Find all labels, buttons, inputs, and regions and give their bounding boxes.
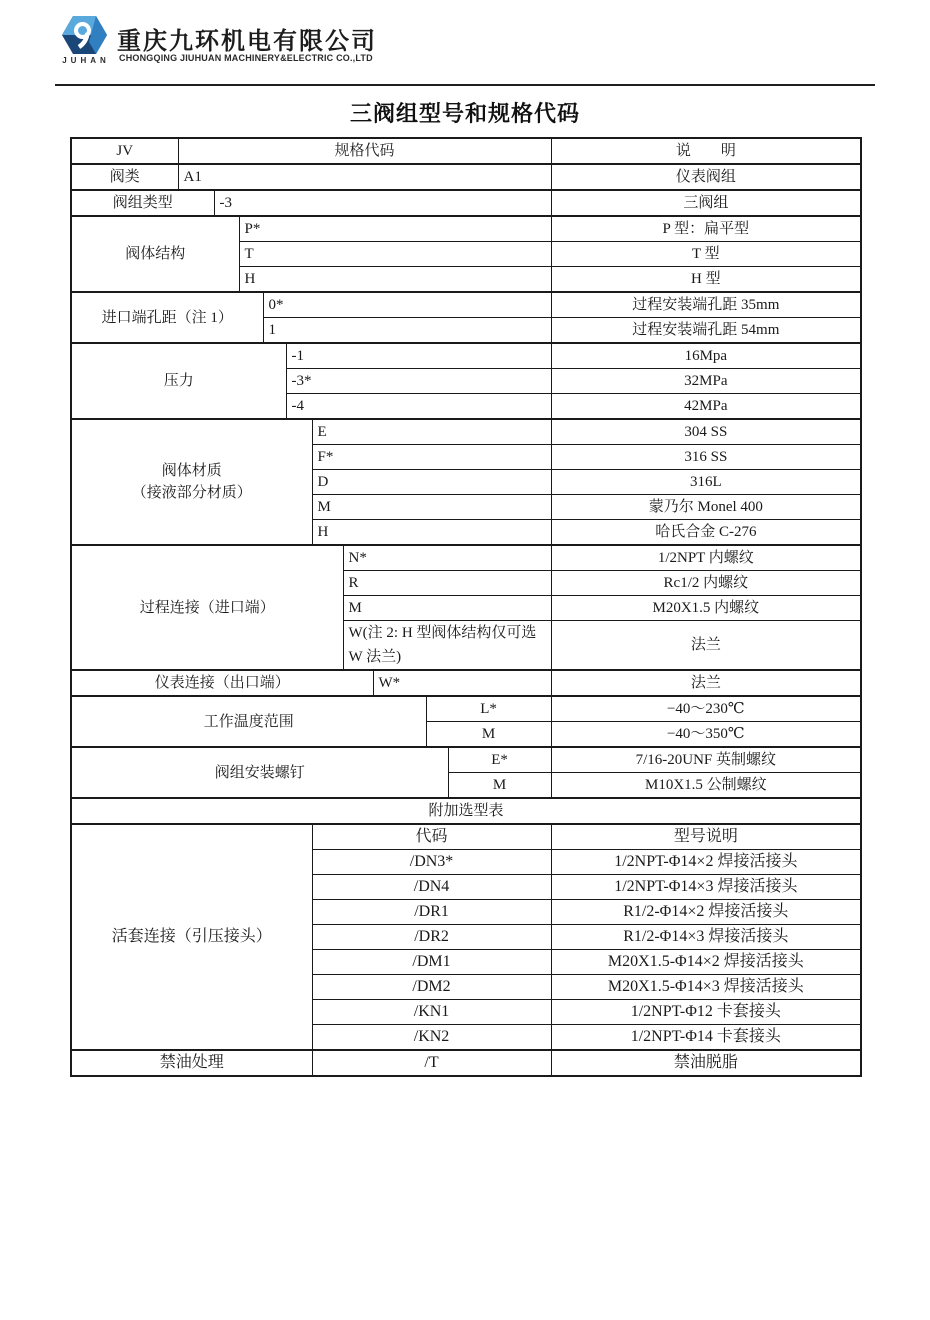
section-label: 过程连接（进口端） [71,545,343,670]
section-label: 仪表连接（出口端） [71,670,373,696]
table-row [71,798,861,824]
spec-code-table [70,137,862,1077]
spec-desc: H 型 [551,267,861,293]
header-divider [55,84,875,86]
section-label [71,419,312,545]
spec-code: /DM1 [312,950,551,975]
spec-desc: 禁油脱脂 [551,1050,861,1076]
table-row [71,292,861,318]
section-label: 压力 [71,343,286,419]
section-label: 阀体结构 [71,216,239,292]
spec-desc: P 型：扁平型 [551,216,861,242]
spec-code: M [343,596,551,621]
spec-code: -3 [214,190,551,216]
spec-desc: R1/2-Φ14×3 焊接活接头 [551,925,861,950]
spec-code: 0* [263,292,551,318]
section-label-line1: 阀体材质 [161,463,222,479]
spec-code: /KN2 [312,1025,551,1051]
table-row [71,824,861,850]
spec-code: P* [239,216,551,242]
spec-code: W* [373,670,551,696]
table-row [71,216,861,242]
spec-code: M [426,722,551,748]
section-label: 活套连接（引压接头） [71,824,312,1050]
additional-table-title: 附加选型表 [71,798,861,824]
spec-code: W(注 2: H 型阀体结构仅可选 W 法兰) [343,621,551,671]
spec-desc: 316 SS [551,445,861,470]
section-label: 阀组安装螺钉 [71,747,448,798]
spec-desc: 316L [551,470,861,495]
spec-code: R [343,571,551,596]
spec-desc: 16Mpa [551,343,861,369]
table-row [71,1050,861,1076]
spec-desc: 1/2NPT-Φ14×2 焊接活接头 [551,850,861,875]
spec-desc: 蒙乃尔 Monel 400 [551,495,861,520]
table-row [71,164,861,190]
spec-desc: M20X1.5-Φ14×3 焊接活接头 [551,975,861,1000]
spec-desc: 哈氏合金 C-276 [551,520,861,546]
table-row [71,419,861,445]
spec-desc: 42MPa [551,394,861,420]
spec-code: F* [312,445,551,470]
section-label: 阀组类型 [71,190,214,216]
table-row [71,696,861,722]
spec-desc: Rc1/2 内螺纹 [551,571,861,596]
section-label: 阀类 [71,164,178,190]
spec-desc: −40～350℃ [551,722,861,748]
spec-code: N* [343,545,551,571]
col-header-model-desc: 型号说明 [551,824,861,850]
table-row [71,343,861,369]
spec-code: D [312,470,551,495]
section-label: 工作温度范围 [71,696,426,747]
col-header-jv: JV [71,138,178,164]
spec-code: H [239,267,551,293]
spec-desc: M20X1.5 内螺纹 [551,596,861,621]
company-name-cn: 重庆九环机电有限公司 [117,28,377,55]
section-label: 禁油处理 [71,1050,312,1076]
spec-code: -1 [286,343,551,369]
spec-desc: 1/2NPT-Φ14 卡套接头 [551,1025,861,1051]
spec-desc: R1/2-Φ14×2 焊接活接头 [551,900,861,925]
page-title: 三阀组型号和规格代码 [349,101,580,126]
spec-desc: 32MPa [551,369,861,394]
spec-desc: 法兰 [551,621,861,671]
spec-desc: 仪表阀组 [551,164,861,190]
table-row [71,545,861,571]
spec-code: /KN1 [312,1000,551,1025]
spec-code: M [448,773,551,799]
table-row [71,138,861,164]
table-row [71,747,861,773]
spec-desc: M20X1.5-Φ14×2 焊接活接头 [551,950,861,975]
spec-desc: M10X1.5 公制螺纹 [551,773,861,799]
spec-desc: T 型 [551,242,861,267]
spec-code: L* [426,696,551,722]
col-header-spec-code: 规格代码 [178,138,551,164]
spec-code: /DN4 [312,875,551,900]
spec-desc: 法兰 [551,670,861,696]
spec-code: A1 [178,164,551,190]
spec-code: -3* [286,369,551,394]
spec-desc: 1/2NPT 内螺纹 [551,545,861,571]
spec-desc: 304 SS [551,419,861,445]
section-label: 进口端孔距（注 1） [71,292,263,343]
spec-code: 1 [263,318,551,344]
spec-desc: 7/16-20UNF 英制螺纹 [551,747,861,773]
col-header-code: 代码 [312,824,551,850]
logo-wordmark: JUHAN [62,56,110,65]
company-name-en: CHONGQING JIUHUAN MACHINERY&ELECTRIC CO.,LTD [119,53,373,63]
col-header-description: 说 明 [551,138,861,164]
spec-code: H [312,520,551,546]
table-row [71,190,861,216]
spec-desc: −40～230℃ [551,696,861,722]
spec-code: /DN3* [312,850,551,875]
spec-code: E* [448,747,551,773]
spec-desc: 过程安装端孔距 54mm [551,318,861,344]
spec-code: /DM2 [312,975,551,1000]
spec-code: /T [312,1050,551,1076]
spec-code: -4 [286,394,551,420]
spec-desc: 三阀组 [551,190,861,216]
spec-code: T [239,242,551,267]
table-row [71,670,861,696]
spec-desc: 1/2NPT-Φ14×3 焊接活接头 [551,875,861,900]
spec-code: E [312,419,551,445]
spec-code: M [312,495,551,520]
juhan-hexagon-logo-icon [61,15,108,55]
spec-code: /DR1 [312,900,551,925]
section-label-line2: （接液部分材质） [131,485,252,501]
spec-desc: 过程安装端孔距 35mm [551,292,861,318]
company-logo [54,15,114,65]
spec-desc: 1/2NPT-Φ12 卡套接头 [551,1000,861,1025]
spec-code: /DR2 [312,925,551,950]
